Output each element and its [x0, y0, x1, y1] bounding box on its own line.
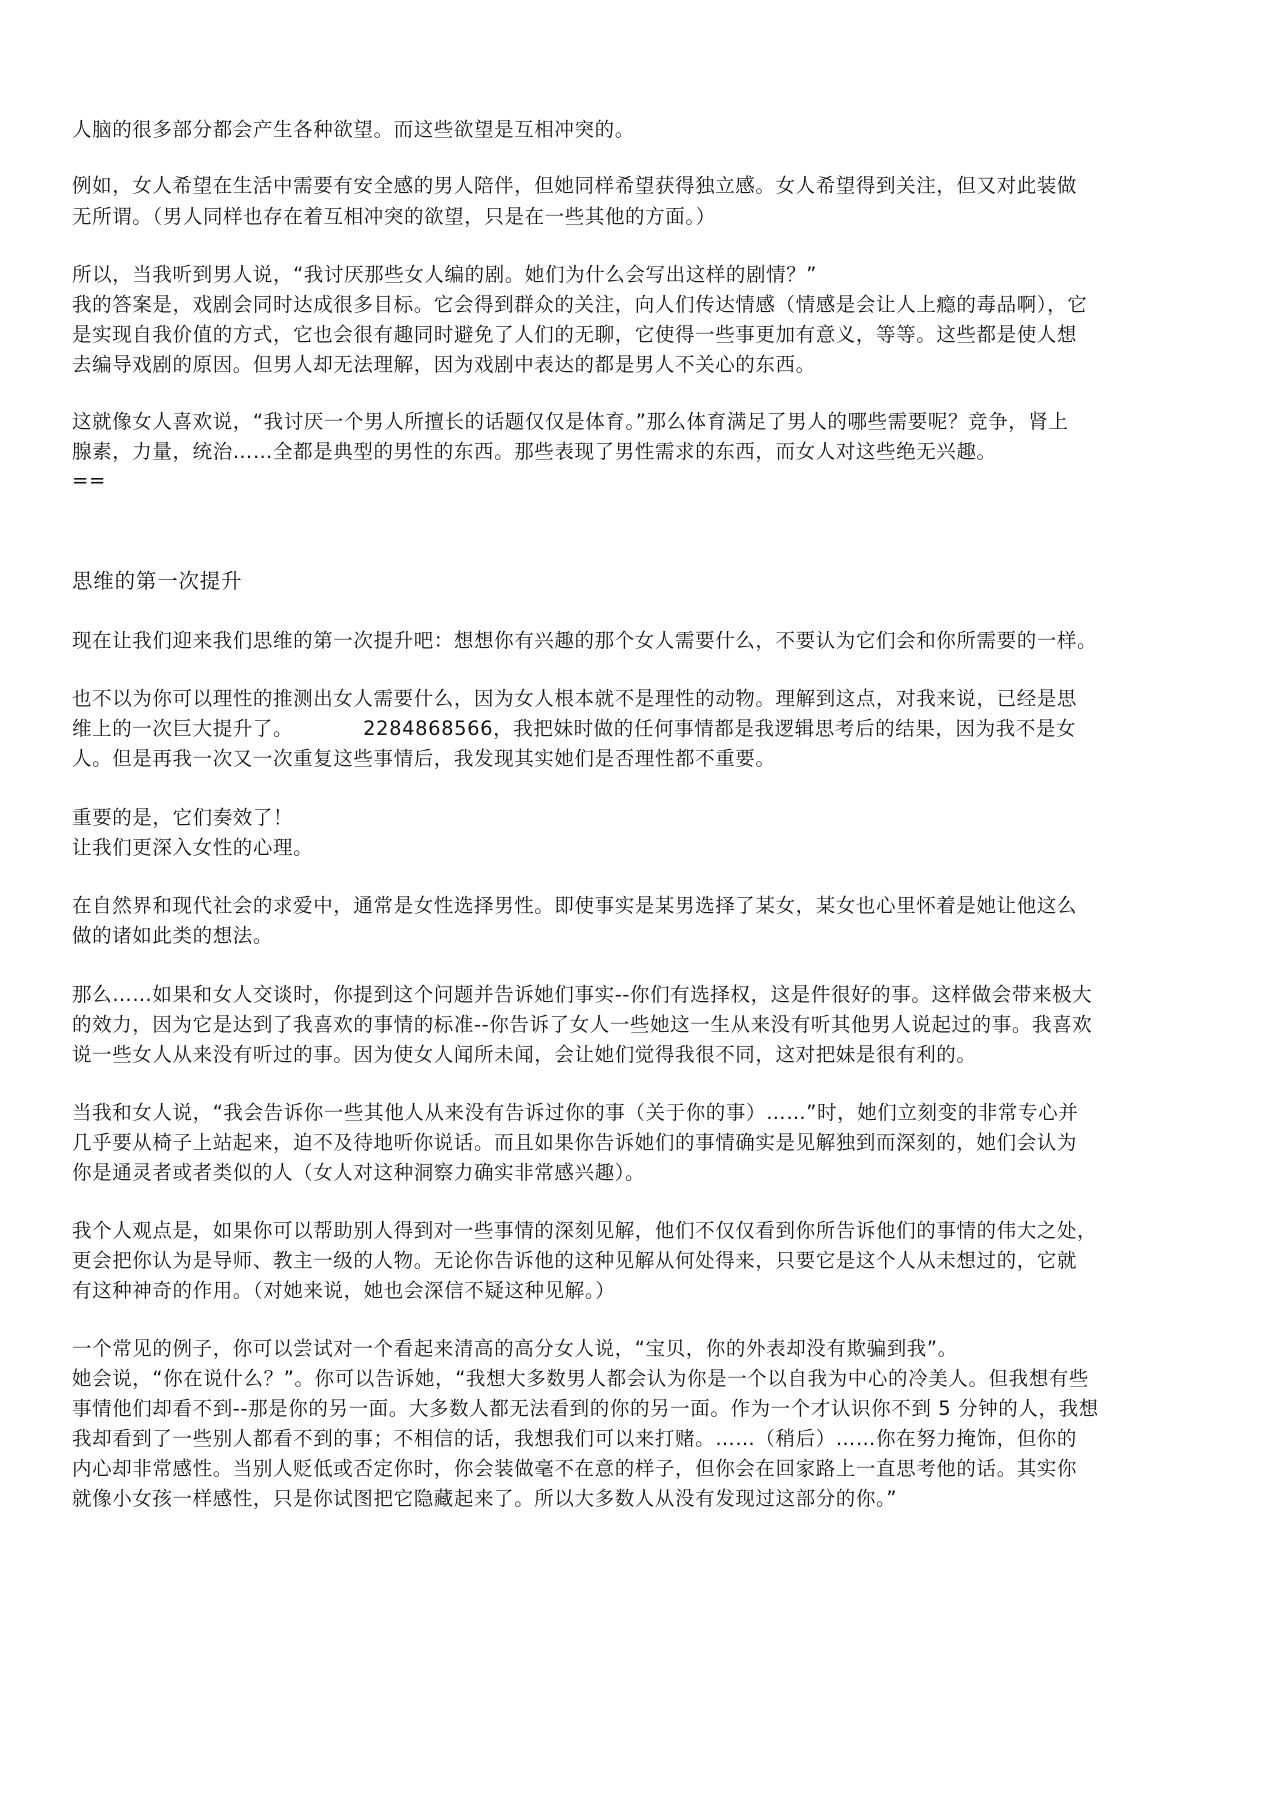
- paragraph-line: 人脑的很多部分都会产生各种欲望。而这些欲望是互相冲突的。: [72, 118, 635, 141]
- section-heading: 思维的第一次提升: [72, 569, 243, 593]
- paragraph-line: 几乎要从椅子上站起来，迫不及待地听你说话。而且如果你告诉她们的事情确实是见解独到而深刻的，她们会认为: [72, 1131, 1078, 1154]
- paragraph-line: 有这种神奇的作用。（对她来说，她也会深信不疑这种见解。）: [72, 1279, 616, 1302]
- paragraph-line: 在自然界和现代社会的求爱中，通常是女性选择男性。即使事实是某男选择了某女，某女也心里怀着是她让他这么: [72, 894, 1078, 917]
- paragraph-line: 那么……如果和女人交谈时，你提到这个问题并告诉她们事实--你们有选择权，这是件很好的事。这样做会带来极大: [72, 983, 1093, 1006]
- paragraph-fragment: 2284868566，我把妹时做的任何事情都是我逻辑思考后的结果，因为我不是女: [363, 717, 1077, 740]
- paragraph-line: 去编导戏剧的原因。但男人却无法理解，因为戏剧中表达的都是男人不关心的东西。: [72, 353, 816, 376]
- paragraph-line: [72, 714, 1076, 744]
- paragraph-line: 让我们更深入女性的心理。: [72, 836, 314, 859]
- paragraph-line: 所以，当我听到男人说，“我讨厌那些女人编的剧。她们为什么会写出这样的剧情？”: [72, 263, 818, 286]
- paragraph-line: 人。但是再我一次又一次重复这些事情后，我发现其实她们是否理性都不重要。: [72, 747, 776, 770]
- paragraph-line: 她会说，“你在说什么？”。你可以告诉她，“我想大多数男人都会认为你是一个以自我为中心的冷美人。但我想有些: [72, 1367, 1090, 1390]
- paragraph-line: 我的答案是，戏剧会同时达成很多目标。它会得到群众的关注，向人们传达情感（情感是会让人上瘾的毒品啊），它: [72, 293, 1088, 316]
- paragraph-line: 你是通灵者或者类似的人（女人对这种洞察力确实非常感兴趣）。: [72, 1161, 646, 1184]
- paragraph-line: 是实现自我价值的方式，它也会很有趣同时避免了人们的无聊，它使得一些事更加有意义，等等。这些都是使人想: [72, 323, 1078, 346]
- paragraph-line: 做的诸如此类的想法。: [72, 924, 274, 947]
- paragraph-line: 例如，女人希望在生活中需要有安全感的男人陪伴，但她同样希望获得独立感。女人希望得到关注，但又对此装做: [72, 174, 1078, 197]
- paragraph-fragment: 维上的一次巨大提升了。: [72, 717, 294, 740]
- paragraph-line: 我个人观点是，如果你可以帮助别人得到对一些事情的深刻见解，他们不仅仅看到你所告诉他们的事情的伟大之处，: [72, 1219, 1098, 1242]
- paragraph-line: 我却看到了一些别人都看不到的事；不相信的话，我想我们可以来打赌。……（稍后）……你在努力掩饰，但你的: [72, 1427, 1078, 1450]
- paragraph-line: 事情他们却看不到--那是你的另一面。大多数人都无法看到的你的另一面。作为一个才认识你不到 5 分钟的人，我想: [72, 1397, 1099, 1420]
- paragraph-line: 说一些女人从来没有听过的事。因为使女人闻所未闻，会让她们觉得我很不同，这对把妹是很有利的。: [72, 1043, 977, 1066]
- paragraph-line: 这就像女人喜欢说，“我讨厌一个男人所擅长的话题仅仅是体育。”那么体育满足了男人的哪些需要呢？竞争，肾上: [72, 410, 1069, 433]
- paragraph-line: 现在让我们迎来我们思维的第一次提升吧：想想你有兴趣的那个女人需要什么，不要认为它们会和你所需要的一样。: [72, 629, 1098, 652]
- paragraph-line: 的效力，因为它是达到了我喜欢的事情的标准--你告诉了女人一些她这一生从来没有听其他男人说起过的事。我喜欢: [72, 1013, 1093, 1036]
- paragraph-line: 一个常见的例子，你可以尝试对一个看起来清高的高分女人说，“宝贝，你的外表却没有欺骗到我”。: [72, 1337, 958, 1360]
- paragraph-line: 无所谓。（男人同样也存在着互相冲突的欲望，只是在一些其他的方面。）: [72, 205, 716, 228]
- paragraph-line: 当我和女人说，“我会告诉你一些其他人从来没有告诉过你的事（关于你的事）……”时，她们立刻变的非常专心并: [72, 1101, 1079, 1124]
- paragraph-line: 重要的是，它们奏效了！: [72, 806, 294, 829]
- paragraph-line: 就像小女孩一样感性，只是你试图把它隐藏起来了。所以大多数人从没有发现过这部分的你。”: [72, 1487, 898, 1510]
- paragraph-line: 内心却非常感性。当别人贬低或否定你时，你会装做毫不在意的样子，但你会在回家路上一直思考他的话。其实你: [72, 1457, 1078, 1480]
- paragraph-line: 更会把你认为是导师、教主一级的人物。无论你告诉他的这种见解从何处得来，只要它是这个人从未想过的，它就: [72, 1249, 1078, 1272]
- paragraph-line: 也不以为你可以理性的推测出女人需要什么，因为女人根本就不是理性的动物。理解到这点，对我来说，已经是思: [72, 687, 1078, 710]
- separator-text: ==: [72, 469, 106, 492]
- paragraph-line: 腺素，力量，统治……全都是典型的男性的东西。那些表现了男性需求的东西，而女人对这些绝无兴趣。: [72, 440, 997, 463]
